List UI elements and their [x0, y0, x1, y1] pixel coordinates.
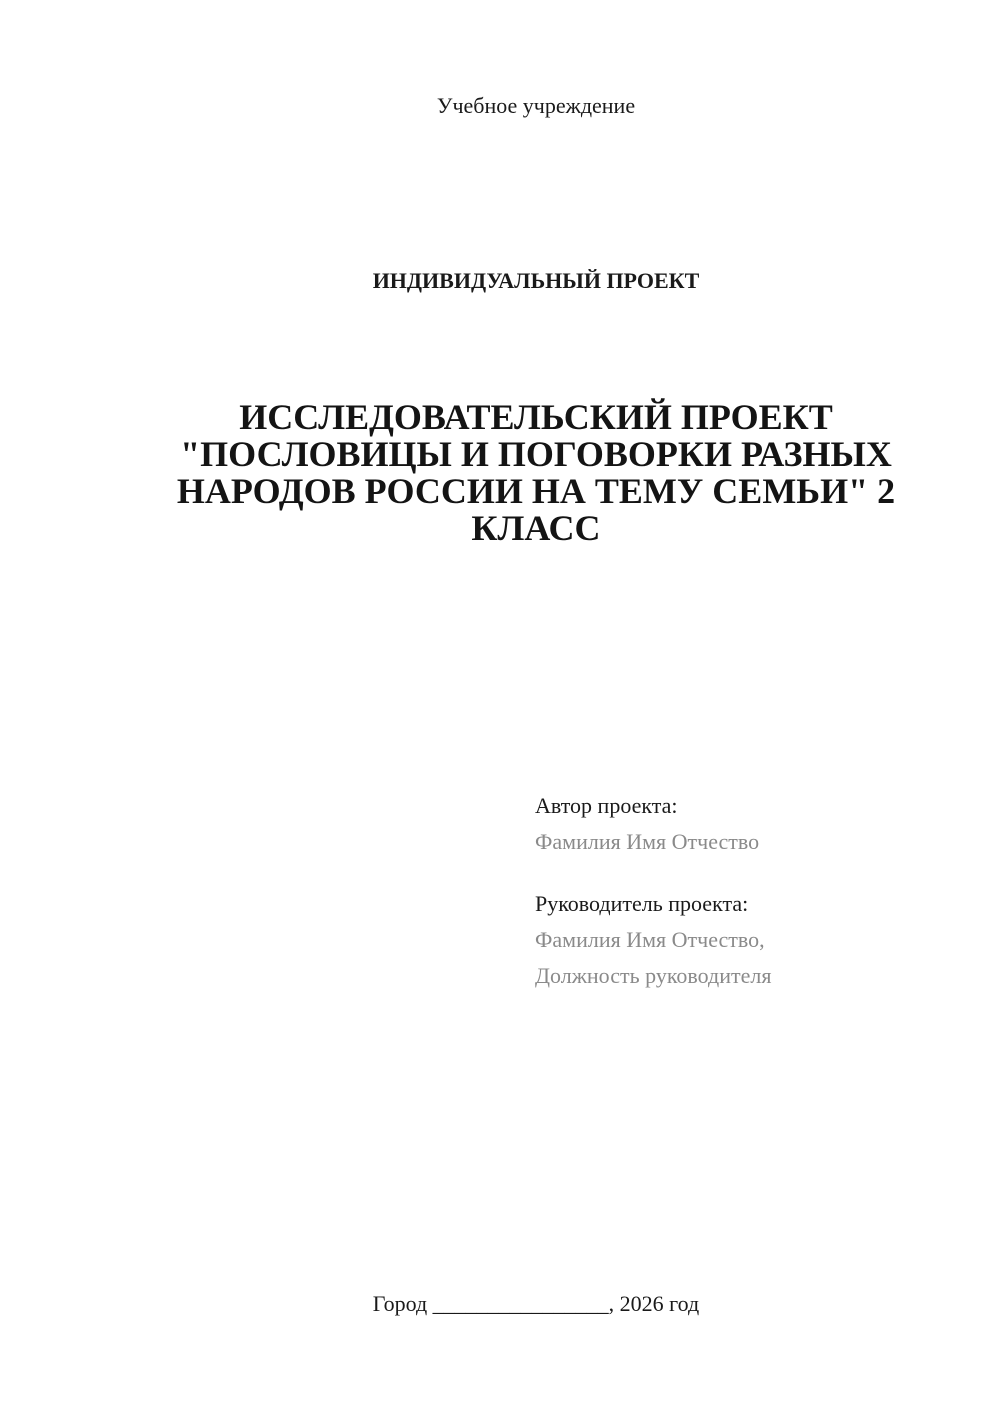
city-year-line: Город ________________, 2026 год: [372, 1291, 700, 1316]
institution-name: Учебное учреждение: [436, 93, 636, 118]
info-block: [535, 788, 975, 994]
project-title-line: КЛАСС: [471, 508, 601, 548]
project-title: [140, 399, 932, 547]
project-title-line: ИССЛЕДОВАТЕЛЬСКИЙ ПРОЕКТ: [239, 397, 833, 437]
spacer: [535, 860, 975, 886]
supervisor-label: Руководитель проекта:: [535, 891, 749, 916]
project-title-line: "ПОСЛОВИЦЫ И ПОГОВОРКИ РАЗНЫХ: [180, 434, 892, 474]
supervisor-name: Фамилия Имя Отчество,: [535, 927, 765, 952]
project-title-line: НАРОДОВ РОССИИ НА ТЕМУ СЕМЬИ" 2: [176, 471, 896, 511]
author-name: Фамилия Имя Отчество: [535, 829, 760, 854]
project-type-heading: ИНДИВИДУАЛЬНЫЙ ПРОЕКТ: [372, 268, 700, 293]
supervisor-position: Должность руководителя: [535, 963, 772, 988]
author-label: Автор проекта:: [535, 793, 678, 818]
